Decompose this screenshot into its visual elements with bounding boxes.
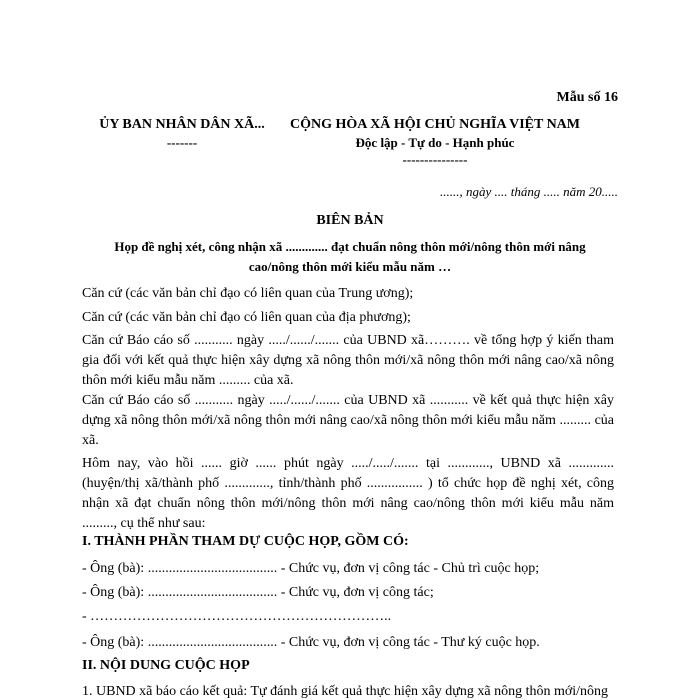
national-motto: Độc lập - Tự do - Hạnh phúc — [355, 135, 515, 150]
basis-paragraph-2: Căn cứ (các văn bản chỉ đạo có liên quan của địa phương); — [82, 310, 411, 325]
attendee-line: - Ông (bà): ..................................... - Chức vụ, đơn vị công tác - Thư ký cuộc họp. — [82, 635, 540, 650]
national-title: CỘNG HÒA XÃ HỘI CHỦ NGHĨA VIỆT NAM — [289, 117, 580, 132]
attendee-line: - Ông (bà): ..................................... - Chức vụ, đơn vị công tác - Chủ trì cuộc họp; — [82, 561, 540, 576]
motto-dashes: --------------- — [402, 152, 468, 167]
attendee-line: - ……………………………………………………….. — [82, 609, 392, 624]
section2-item1: 1. UBND xã báo cáo kết quả: Tự đánh giá kết quả thực hiện xây dựng xã nông thôn mới/nông — [82, 684, 609, 699]
section1-heading: I. THÀNH PHẦN THAM DỰ CUỘC HỌP, GỒM CÓ: — [82, 534, 409, 549]
date-line: ......, ngày .... tháng ..... năm 20..... — [439, 184, 618, 199]
meeting-intro-paragraph: Hôm nay, vào hồi ...... giờ ...... phút ngày ...../...../....... tại ............, UBND xã ............. (huyện/thị xã/thành phố ............., tỉnh/thành phố ................ ) tổ chức họp đề nghị xét, công nhận xã đạt chuẩn nông thôn mới/nông thôn mới nâng cao/nông thôn mới kiểu mẫu năm ........., cụ thể như sau: — [82, 456, 614, 531]
document-subtitle-line2: cao/nông thôn mới kiểu mẫu năm … — [248, 259, 452, 274]
document-subtitle-line1: Họp đề nghị xét, công nhận xã ............. đạt chuẩn nông thôn mới/nông thôn mới nâng — [114, 239, 586, 254]
document-title: BIÊN BẢN — [316, 213, 384, 228]
attendee-line: - Ông (bà): ..................................... - Chức vụ, đơn vị công tác; — [82, 585, 434, 600]
section2-heading: II. NỘI DUNG CUỘC HỌP — [82, 658, 250, 673]
basis-paragraph-1: Căn cứ (các văn bản chỉ đạo có liên quan của Trung ương); — [82, 286, 414, 301]
committee-title: ỦY BAN NHÂN DÂN XÃ... — [99, 117, 265, 132]
committee-dashes: ------- — [166, 135, 198, 150]
basis-paragraph-4: Căn cứ Báo cáo số ........... ngày ...../....../....... của UBND xã ........... về kết quả thực hiện xây dựng xã nông thôn mới/xã nông thôn mới nâng cao/xã nông thôn mới kiểu mẫu năm ......... của xã. — [82, 393, 614, 448]
basis-paragraph-3: Căn cứ Báo cáo số ........... ngày ...../....../....... của UBND xã………. về tổng hợp ý kiến tham gia đối với kết quả thực hiện xây dựng xã nông thôn mới/xã nông thôn mới nâng cao/xã nông thôn mới kiểu mẫu năm ......... của xã. — [82, 333, 614, 388]
form-number: Mẫu số 16 — [556, 90, 618, 105]
